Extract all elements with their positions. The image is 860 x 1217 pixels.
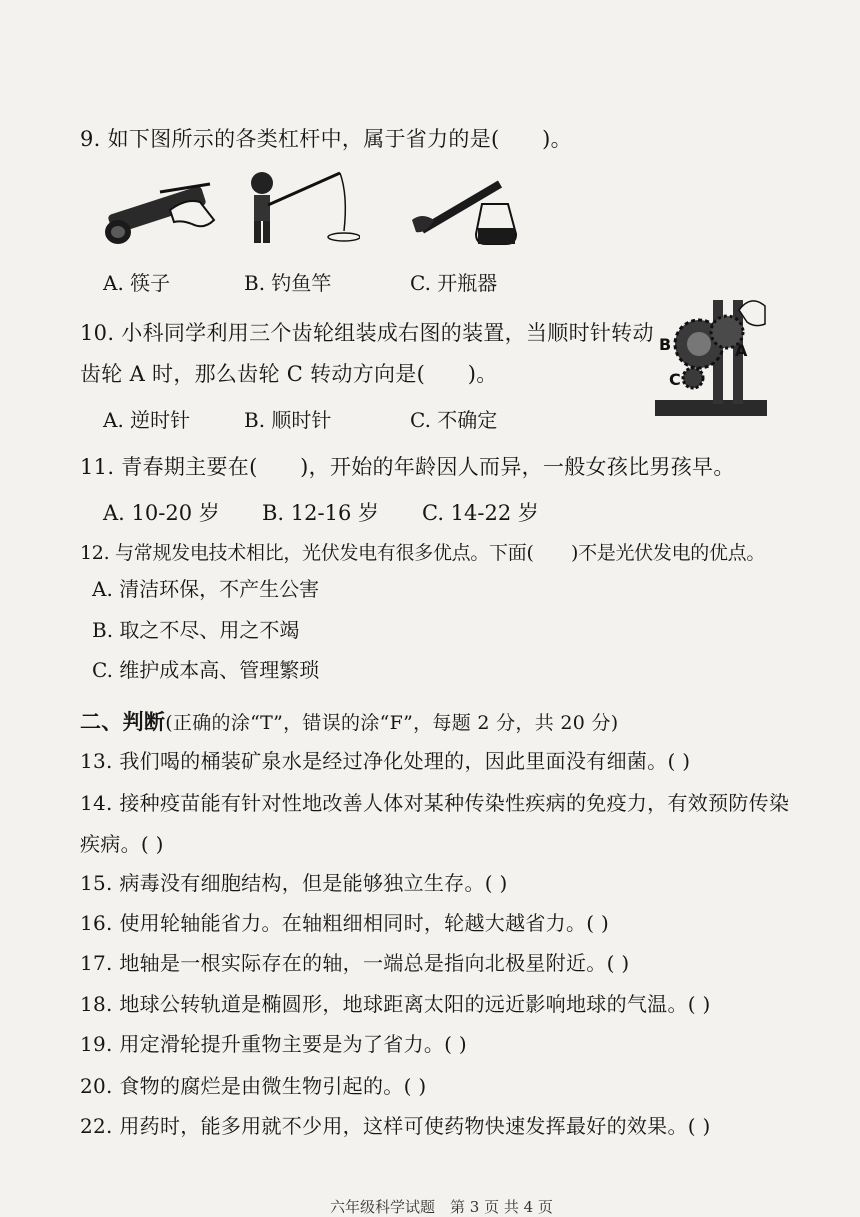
section2-title: 二、判断 [80,709,166,734]
q12-stem: 12. 与常规发电技术相比，光伏发电有很多优点。下面( )不是光伏发电的优点。 [80,542,766,564]
judgment-item: 20. 食物的腐烂是由微生物引起的。( ) [80,1074,427,1098]
q11-option-b: B. 12-16 岁 [262,501,379,525]
chopsticks-icon [100,180,220,252]
q12-option-a: A. 清洁环保，不产生公害 [92,577,320,601]
q11-option-c: C. 14-22 岁 [422,501,539,525]
q10-stem-line2: 齿轮 A 时，那么齿轮 C 转动方向是( )。 [80,362,498,386]
judgment-item: 19. 用定滑轮提升重物主要是为了省力。( ) [80,1032,468,1056]
gear-label-c: C [669,370,681,389]
judgment-item: 18. 地球公转轨道是椭圆形，地球距离太阳的远近影响地球的气温。( ) [80,992,711,1016]
bottle-opener-icon [408,178,523,248]
judgment-item: 疾病。( ) [80,832,164,856]
gear-label-a: A [735,341,748,360]
q9-option-a: A. 筷子 [103,271,171,295]
q11-option-a: A. 10-20 岁 [103,501,220,525]
gear-label-b: B [659,335,672,354]
judgment-item: 13. 我们喝的桶装矿泉水是经过净化处理的，因此里面没有细菌。( ) [80,749,691,773]
q10-option-c: C. 不确定 [410,408,498,432]
fishing-rod-icon [240,165,360,250]
q10-stem-line1: 10. 小科同学利用三个齿轮组装成右图的装置，当顺时针转动 [80,321,654,345]
judgment-item: 14. 接种疫苗能有针对性地改善人体对某种传染性疾病的免疫力，有效预防传染 [80,791,790,815]
q10-option-b: B. 顺时针 [244,408,332,432]
section2-heading [80,706,618,736]
page-footer: 六年级科学试题 第 3 页 共 4 页 [330,1198,553,1216]
judgment-item: 16. 使用轮轴能省力。在轴粗细相同时，轮越大越省力。( ) [80,911,610,935]
q12-option-b: B. 取之不尽、用之不竭 [92,618,300,642]
judgment-item: 17. 地轴是一根实际存在的轴，一端总是指向北极星附近。( ) [80,951,630,975]
q10-option-a: A. 逆时针 [103,408,191,432]
q9-option-b: B. 钓鱼竿 [244,271,332,295]
q11-stem: 11. 青春期主要在( )，开始的年龄因人而异，一般女孩比男孩早。 [80,455,735,479]
q9-option-c: C. 开瓶器 [410,271,498,295]
judgment-item: 15. 病毒没有细胞结构，但是能够独立生存。( ) [80,871,508,895]
judgment-item: 22. 用药时，能多用就不少用，这样可使药物快速发挥最好的效果。( ) [80,1114,711,1138]
section2-note: (正确的涂“T”，错误的涂“F”，每题 2 分，共 20 分) [165,712,619,734]
q12-option-c: C. 维护成本高、管理繁琐 [92,658,320,682]
q9-stem: 9. 如下图所示的各类杠杆中，属于省力的是( )。 [80,127,572,151]
gear-device-icon [655,288,767,418]
